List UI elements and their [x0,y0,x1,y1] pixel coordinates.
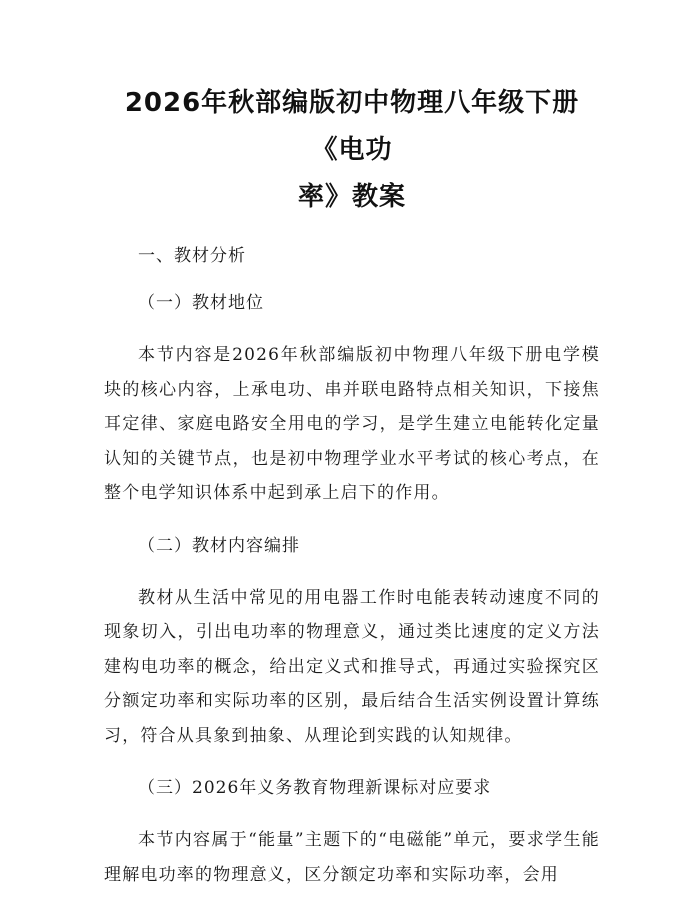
section-heading-textbook-analysis: 一、教材分析 [138,246,246,266]
subsection-heading-curriculum-standard: （三）2026年义务教育物理新课标对应要求 [138,778,492,798]
paragraph-curriculum-standard: 本节内容属于“能量”主题下的“电磁能”单元，要求学生能理解电功率的物理意义，区分额定功率和实际功率，会用 [104,830,600,885]
title-line-1: 2026年秋部编版初中物理八年级下册《电功 [124,88,580,165]
subsection-heading-content-arrangement: （二）教材内容编排 [138,535,300,556]
document-title [104,80,600,221]
subsection-heading-textbook-position: （一）教材地位 [138,293,264,313]
title-line-2: 率》教案 [297,182,406,212]
paragraph-textbook-position: 本节内容是2026年秋部编版初中物理八年级下册电学模块的核心内容，上承电功、串并联电路特点相关知识，下接焦耳定律、家庭电路安全用电的学习，是学生建立电能转化定量认知的关键节点，也是初中物理学业水平考试的核心考点，在整个电学知识体系中起到承上启下的作用。 [104,345,600,503]
paragraph-content-arrangement: 教材从生活中常见的用电器工作时电能表转动速度不同的现象切入，引出电功率的物理意义，通过类比速度的定义方法建构电功率的概念，给出定义式和推导式，再通过实验探究区分额定功率和实际功率的区别，最后结合生活实例设置计算练习，符合从具象到抽象、从理论到实践的认知规律。 [104,587,600,746]
